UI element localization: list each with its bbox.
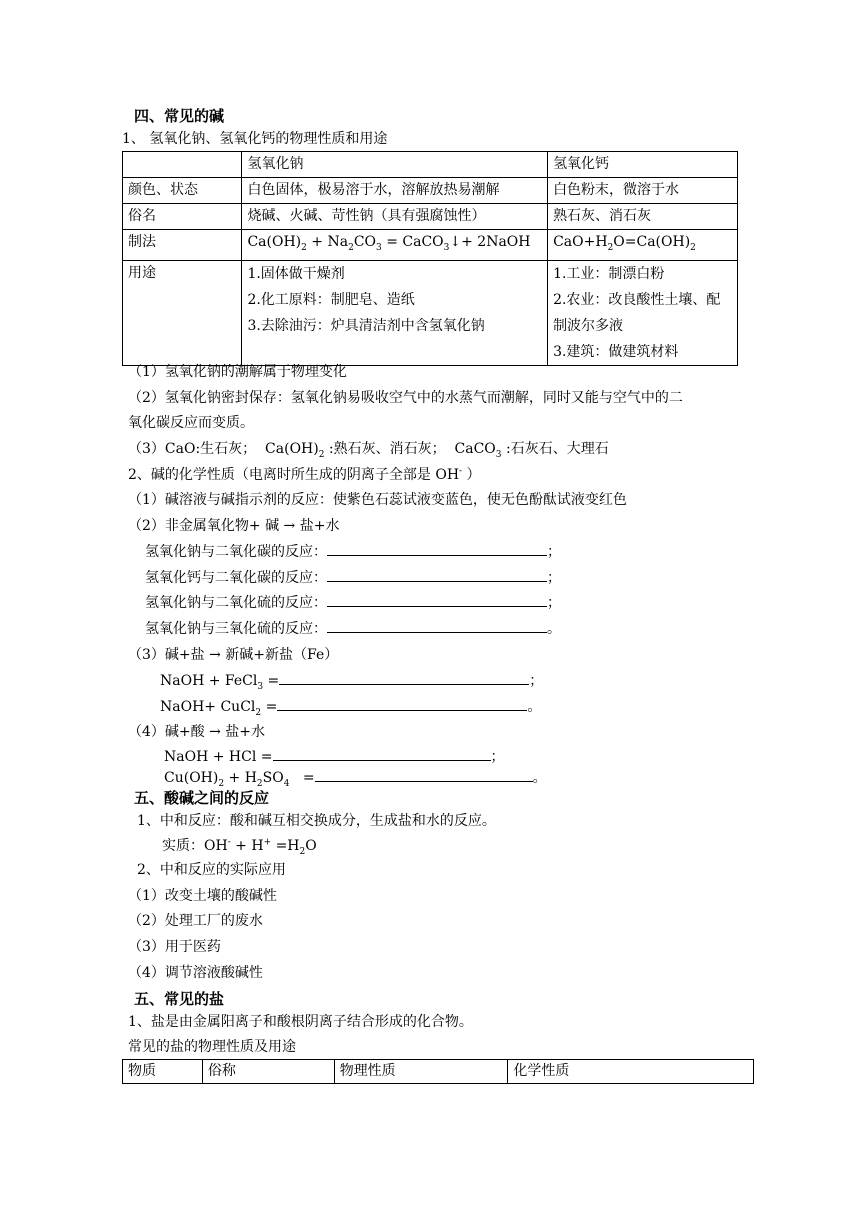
table-row-label: 俗名: [123, 204, 242, 230]
table-cell: 烧碱、火碱、苛性钠（具有强腐蚀性）: [242, 204, 548, 230]
salt-definition: 1、盐是由金属阳离子和酸根阴离子结合形成的化合物。: [128, 1014, 473, 1030]
table-header-naoh: 氢氧化钠: [242, 152, 548, 178]
table-header-empty: [123, 152, 242, 178]
salt-properties-table: [122, 1059, 754, 1084]
note-3: （3）CaO:生石灰； $Ca(OH)_2$ :熟石灰、消石灰； CaCO$_3$ :石灰石、大理石: [128, 441, 609, 460]
property-2: （2）非金属氧化物+ 碱 → 盐+水: [128, 518, 340, 534]
table-header: 俗称: [202, 1060, 334, 1084]
answer-blank[interactable]: [327, 619, 547, 633]
neutralization-definition: 1、中和反应：酸和碱互相交换成分，生成盐和水的反应。: [137, 813, 496, 829]
reaction-label: 氢氧化钠与二氧化碳的反应：: [145, 544, 327, 560]
answer-blank[interactable]: [277, 697, 527, 711]
reaction-line: NaOH + HCl = ；: [164, 749, 505, 765]
table-header: 化学性质: [508, 1060, 754, 1084]
table-header-caoh: 氢氧化钙: [548, 152, 738, 178]
answer-blank[interactable]: [315, 768, 533, 782]
reaction-label: 氢氧化钠与二氧化硫的反应：: [145, 595, 327, 611]
list-item: 1.工业：制漂白粉: [553, 265, 665, 282]
reaction-line: 氢氧化钠与二氧化碳的反应： ；: [145, 544, 561, 560]
application-item: （1）改变土壤的酸碱性: [128, 888, 277, 904]
table-row-label: 制法: [123, 230, 242, 261]
reaction-label: 氢氧化钠与三氧化硫的反应：: [145, 621, 327, 637]
reaction-line: 氢氧化钠与二氧化硫的反应： ；: [145, 595, 561, 611]
subheading-chemical-properties: 2、碱的化学性质（电离时所生成的阴离子全部是 OH- ）: [128, 466, 481, 483]
answer-blank[interactable]: [327, 542, 547, 556]
application-item: （3）用于医药: [128, 939, 221, 955]
naoh-uses: [242, 260, 548, 365]
section5-heading: 五、酸碱之间的反应: [134, 789, 270, 807]
property-4: （4）碱+酸 → 盐+水: [128, 724, 265, 740]
section4-heading: 四、常见的碱: [134, 107, 225, 125]
list-item: 制波尔多液: [553, 317, 624, 334]
subheading-physical-properties: 1、 氢氧化钠、氢氧化钙的物理性质和用途: [122, 131, 388, 147]
application-item: （2）处理工厂的废水: [128, 913, 263, 929]
note-2: （2）氢氧化钠密封保存：氢氧化钠易吸收空气中的水蒸气而潮解，同时又能与空气中的二: [128, 390, 683, 406]
list-item: 3.去除油污：炉具清洁剂中含氢氧化钠: [247, 317, 485, 334]
property-1: （1）碱溶液与碱指示剂的反应：使紫色石蕊试液变蓝色，使无色酚酞试液变红色: [128, 492, 627, 508]
table-row-label: 颜色、状态: [123, 178, 242, 204]
reaction-line: 氢氧化钠与三氧化硫的反应： 。: [145, 621, 561, 637]
caoh-preparation-equation: $CaO+H_2O=Ca(OH)_2$: [548, 230, 738, 261]
list-item: 1.固体做干燥剂: [247, 265, 345, 282]
subheading-text: 2、碱的化学性质（电离时所生成的阴离子全部是: [128, 467, 431, 483]
answer-blank[interactable]: [273, 747, 491, 761]
answer-blank[interactable]: [327, 568, 547, 582]
answer-blank[interactable]: [279, 671, 529, 685]
table-cell: 白色粉末，微溶于水: [548, 178, 738, 204]
table-cell: 熟石灰、消石灰: [548, 204, 738, 230]
neutralization-essence: 实质：$OH^- + H^+ =H_2O$: [162, 837, 317, 857]
essence-label: 实质：: [162, 838, 204, 854]
table-cell: 白色固体，极易溶于水，溶解放热易潮解: [242, 178, 548, 204]
salt-table-title: 常见的盐的物理性质及用途: [128, 1039, 296, 1055]
property-3: （3）碱+盐 → 新碱+新盐（Fe）: [128, 647, 339, 663]
reaction-line: 氢氧化钙与二氧化碳的反应： ；: [145, 570, 561, 586]
reaction-label: 氢氧化钙与二氧化碳的反应：: [145, 570, 327, 586]
table-header: 物理性质: [334, 1060, 508, 1084]
applications-heading: 2、中和反应的实际应用: [137, 862, 286, 878]
naoh-preparation-equation: $Ca(OH)_2 + Na_2CO_3$ = CaCO$_3$↓+ 2NaOH: [242, 230, 548, 261]
table-header: 物质: [123, 1060, 203, 1084]
section6-heading: 五、常见的盐: [134, 990, 225, 1008]
reaction-line: NaOH + FeCl$_3$ = ；: [160, 673, 544, 692]
application-item: （4）调节溶液酸碱性: [128, 965, 263, 981]
answer-blank[interactable]: [327, 593, 547, 607]
list-item: 3.建筑：做建筑材料: [553, 343, 679, 360]
base-properties-table: [122, 151, 738, 366]
note-1: （1）氢氧化钠的潮解属于物理变化: [128, 364, 347, 380]
reaction-line: $Cu(OH)_2 + H_2SO_4$ = 。: [164, 770, 547, 789]
list-item: 2.农业：改良酸性土壤、配: [553, 291, 721, 308]
caoh-uses: [548, 260, 738, 365]
reaction-line: NaOH+ CuCl$_2$ = 。: [160, 699, 542, 718]
table-row-label: 用途: [123, 260, 242, 365]
note-2-cont: 氧化碳反应而变质。: [128, 415, 254, 431]
list-item: 2.化工原料：制肥皂、造纸: [247, 291, 415, 308]
